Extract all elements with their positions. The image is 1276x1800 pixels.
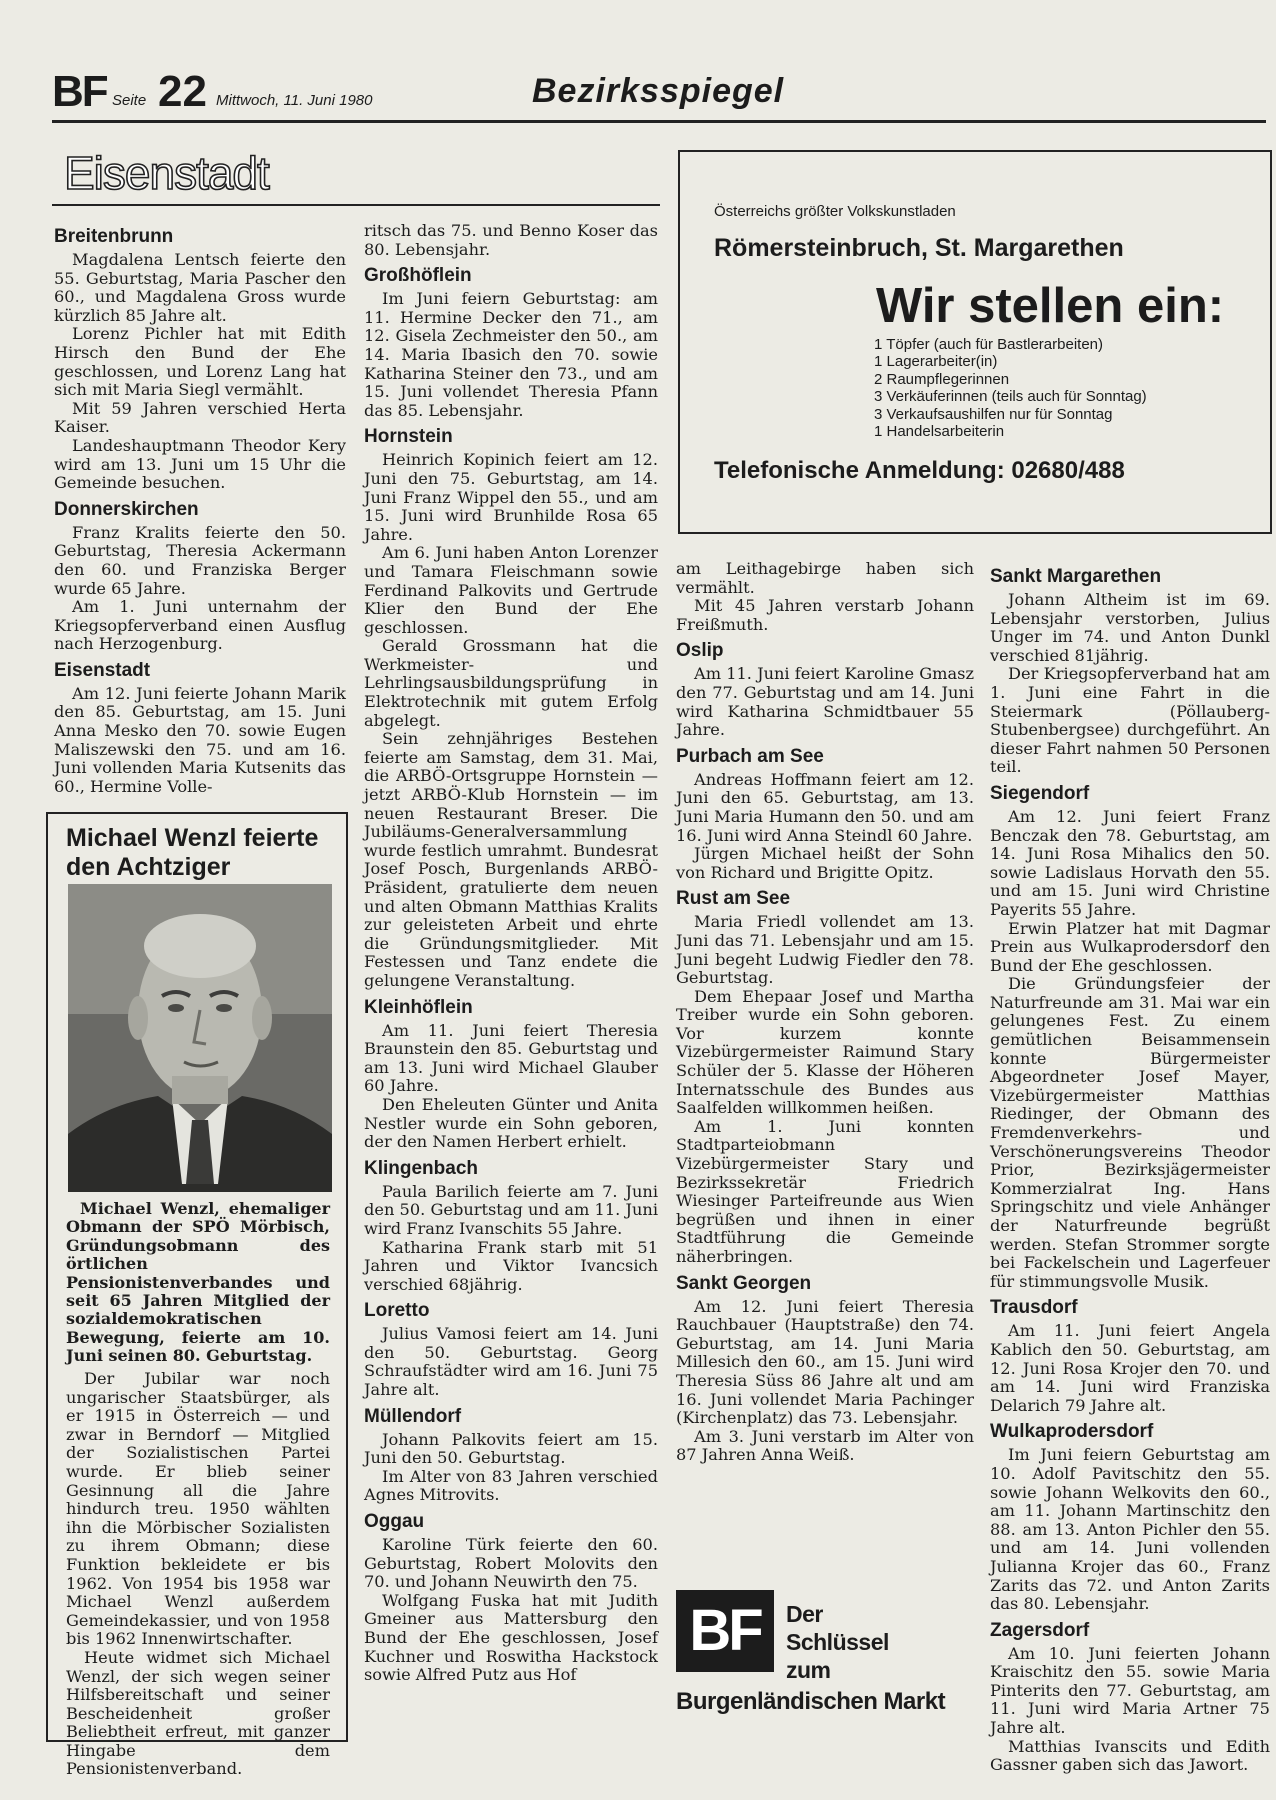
bf-ad-line: Schlüssel	[786, 1629, 889, 1655]
column-3	[676, 560, 974, 1465]
article-paragraph: Lorenz Pichler hat mit Edith Hirsch den Bund der Ehe geschlossen, und Lorenz Lang hat sich mit Maria Siegl vermählt.	[54, 324, 346, 400]
page-label: Seite	[112, 92, 147, 109]
article-paragraph: Im Juni feiern Geburtstag: am 11. Hermine Decker den 71., am 12. Gisela Zechmeister den 50., am 14. Maria Ibasich den 70. sowie Katharina Steiner den 73., und am 15. Juni vollendet Theresia Pfann das 85. Lebensjahr.	[364, 289, 658, 420]
heading-oslip: Oslip	[676, 640, 724, 662]
article-paragraph: Heute widmet sich Michael Wenzl, der sich wegen seiner Hilfsbereitschaft und seiner Bescheidenheit großer Beliebtheit erfreut, mit ganzer Hingabe dem Pensionistenverband.	[66, 1647, 330, 1779]
article-paragraph: Johann Altheim ist im 69. Lebensjahr verstorben, Julius Unger im 74. und Anton Dunkl verschied 81jährig.	[990, 590, 1270, 665]
section-title: Bezirksspiegel	[532, 72, 785, 110]
article-paragraph: Erwin Platzer hat mit Dagmar Prein aus Wulkaprodersdorf den Bund der Ehe geschlossen.	[990, 918, 1270, 975]
bf-ad-line: zum	[786, 1657, 831, 1683]
ad-phone: Telefonische Anmeldung: 02680/488	[714, 457, 1125, 484]
article-paragraph: Am 3. Juni verstarb im Alter von 87 Jahren Anna Weiß.	[676, 1426, 974, 1465]
article-paragraph: Der Kriegsopferverband hat am 1. Juni eine Fahrt in die Steiermark (Pöllauberg-Stubenbergsee) durchgeführt. An dieser Fahrt nahmen 50 Personen teil.	[990, 664, 1270, 777]
article-paragraph: Den Eheleuten Günter und Anita Nestler wurde ein Sohn geboren, der den Namen Herbert erhielt.	[364, 1094, 658, 1152]
bf-ad-logo: BF	[676, 1590, 774, 1672]
article-paragraph: Am 12. Juni feiert Theresia Rauchbauer (Hauptstraße) den 74. Geburtstag, am 14. Juni Maria Millesich den 60., am 15. Juni wird Theresia Süss 86 Jahre alt und am 16. Juni vollendet Maria Pachinger (Kirchenplatz) das 73. Lebensjahr.	[676, 1296, 974, 1428]
ad-job-item: 2 Raumpflegerinnen	[874, 370, 1010, 388]
portrait-photo	[68, 884, 332, 1192]
ad-job-item: 3 Verkaufsaushilfen nur für Sonntag	[874, 405, 1113, 423]
heading-oggau: Oggau	[364, 1511, 425, 1533]
article-paragraph: Am 1. Juni unternahm der Kriegsopferverband einen Ausflug nach Herzogenburg.	[54, 597, 346, 654]
article-paragraph: Gerald Grossmann hat die Werkmeister- und Lehrlingsausbildungsprüfung in Elektrotechnik mit gutem Erfolg abgelegt.	[364, 636, 658, 730]
heading-eisenstadt: Eisenstadt	[54, 659, 151, 681]
heading-sankt-georgen: Sankt Georgen	[676, 1272, 812, 1294]
article-paragraph: Im Juni feiern Geburtstag am 10. Adolf Pavitschitz den 55. sowie Johann Welkovits den 60., am 11. Johann Martinschitz den 88. am 13. Anton Pichler den 55. und am 14. Juni vollenden Julianna Krojer das 60., Franz Zarits das 72. und Anton Zarits das 80. Lebensjahr.	[990, 1445, 1270, 1614]
heading-klingenbach: Klingenbach	[364, 1157, 479, 1179]
column-1	[54, 220, 346, 796]
article-paragraph: Paula Barilich feierte am 7. Juni den 50. Geburtstag und am 11. Juni wird Franz Ivanschits 55 Jahre.	[364, 1181, 658, 1238]
ad-job-item: 1 Lagerarbeiter(in)	[874, 353, 998, 371]
heading-breitenbrunn: Breitenbrunn	[54, 226, 174, 247]
bf-ad-slogan	[786, 1600, 889, 1684]
article-paragraph: Am 1. Juni konnten Stadtparteiobmann Vizebürgermeister Stary und Bezirkssekretär Friedrich Wiesinger Parteifreunde aus Wien begrüßen und ihnen in einer Stadtführung die Gemeinde näherbringen.	[676, 1116, 974, 1266]
heading-sankt-margarethen: Sankt Margarethen	[990, 566, 1162, 587]
article-paragraph: Johann Palkovits feiert am 15. Juni den 50. Geburtstag.	[364, 1429, 658, 1468]
bf-ad-line: Der	[786, 1601, 823, 1627]
city-title: Eisenstadt	[64, 147, 269, 199]
article-paragraph: am Leithagebirge haben sich vermählt.	[676, 559, 974, 597]
masthead-rule	[52, 120, 1266, 123]
ad-headline: Wir stellen ein:	[876, 279, 1225, 333]
article-paragraph: Dem Ehepaar Josef und Martha Treiber wurde ein Sohn geboren. Vor kurzem konnte Vizebürgermeister Raimund Stary Schüler der 5. Klasse der Höheren Internatsschule des Bundes aus Saalfelden willkommen heißen.	[676, 986, 974, 1118]
heading-trausdorf: Trausdorf	[990, 1297, 1078, 1319]
heading-wulkaprodersdorf: Wulkaprodersdorf	[990, 1421, 1154, 1443]
article-paragraph: Mit 45 Jahren verstarb Johann Freißmuth.	[676, 596, 974, 634]
city-title-rule	[52, 204, 660, 206]
ad-job-list	[874, 336, 1147, 440]
heading-kleinhoeflein: Kleinhöflein	[364, 996, 473, 1018]
heading-rust: Rust am See	[676, 888, 791, 910]
wenzl-caption: Michael Wenzl, ehemaliger Obmann der SPÖ Mörbisch, Gründungsobmann des örtlichen Pensionistenverbandes und seit 65 Jahren Mitglied der sozialdemokratischen Bewegung, feierte am 10. Juni seinen 80. Geburtstag.	[66, 1199, 330, 1366]
heading-siegendorf: Siegendorf	[990, 782, 1090, 804]
wenzl-headline: Michael Wenzl feierte den Achtziger	[66, 824, 319, 881]
article-paragraph: Am 11. Juni feiert Theresia Braunstein den 85. Geburtstag und am 13. Juni wird Michael Glauber 60 Jahre.	[364, 1020, 658, 1096]
heading-purbach: Purbach am See	[676, 745, 824, 767]
issue-date: Mittwoch, 11. Juni 1980	[216, 92, 373, 109]
ad-shop-name: Österreichs größter Volkskunstladen	[714, 203, 956, 220]
ad-job-item: 1 Handelsarbeiterin	[874, 423, 1005, 441]
column-2	[364, 222, 658, 1685]
article-paragraph: Maria Friedl vollendet am 13. Juni das 71. Lebensjahr und am 15. Juni begeht Ludwig Fiedler den 78. Geburtstag.	[676, 912, 974, 988]
bf-ad-line: Burgenländischen Markt	[676, 1688, 946, 1715]
newspaper-logo: BF	[52, 67, 107, 116]
ad-location: Römersteinbruch, St. Margarethen	[714, 234, 1124, 262]
article-paragraph: Im Alter von 83 Jahren verschied Agnes Mitrovits.	[364, 1466, 658, 1505]
heading-grosshoeflein: Großhöflein	[364, 265, 472, 287]
ad-job-item: 3 Verkäuferinnen (teils auch für Sonntag)	[874, 388, 1147, 406]
heading-hornstein: Hornstein	[364, 426, 453, 448]
article-paragraph: Am 6. Juni haben Anton Lorenzer und Tamara Fleischmann sowie Ferdinand Palkovits und Gertrude Klier den Bund der Ehe geschlossen.	[364, 543, 658, 637]
heading-muellendorf: Müllendorf	[364, 1405, 462, 1427]
article-paragraph: Mit 59 Jahren verschied Herta Kaiser.	[54, 398, 346, 437]
article-paragraph: Andreas Hoffmann feiert am 12. Juni den 65. Geburtstag, am 13. Juni Maria Humann den 50. und am 16. Juni wird Anna Steindl 60 Jahre.	[676, 769, 974, 845]
article-paragraph: Matthias Ivanscits und Edith Gassner gaben sich das Jawort.	[990, 1736, 1270, 1775]
article-paragraph: Heinrich Kopinich feiert am 12. Juni den 75. Geburtstag, am 14. Juni Franz Wippel den 55., und am 15. Juni wird Brunhilde Rosa 65 Jahre.	[364, 450, 658, 544]
wenzl-body	[66, 1370, 330, 1779]
article-paragraph: Landeshauptmann Theodor Kery wird am 13. Juni um 15 Uhr die Gemeinde besuchen.	[54, 435, 346, 493]
article-paragraph: Die Gründungsfeier der Naturfreunde am 31. Mai war ein gelungenes Fest. Zu einem gemütlichen Beisammensein konnte Bürgermeister Abgeordneter Josef Mayer, Vizebürgermeister Matthias Riedinger, der Obmann des Fremdenverkehrs- und Verschönerungsvereins Theodor Prior, Bezirksjägermeister Kommerzialrat Ing. Hans Springschitz und viele Anhänger der Naturfreunde begrüßt werden. Stefan Strommer sorgte bei Fackelschein und Lagerfeuer für stimmungsvolle Musik.	[990, 974, 1270, 1291]
article-paragraph: Wolfgang Fuska hat mit Judith Gmeiner aus Mattersburg den Bund der Ehe geschlossen, Josef Kuchner und Roswitha Hackstock sowie Alfred Putz aus Hof	[364, 1590, 658, 1685]
article-paragraph: Am 12. Juni feiert Franz Benczak den 78. Geburtstag, am 14. Juni Rosa Mihalics den 50. sowie Ladislaus Horvath den 55. und am 15. Juni wird Christine Payerits 55 Jahre.	[990, 806, 1270, 919]
heading-loretto: Loretto	[364, 1300, 430, 1322]
article-paragraph: ritsch das 75. und Benno Koser das 80. Lebensjahr.	[364, 221, 658, 259]
page-number: 22	[158, 67, 207, 116]
column-4	[990, 560, 1270, 1775]
article-paragraph: Am 12. Juni feierte Johann Marik den 85. Geburtstag, am 15. Juni Anna Mesko den 70. sowie Eugen Maliszewski den 75. und am 16. Juni vollenden Maria Kutsenits das 60., Hermine Volle-	[54, 683, 346, 796]
article-paragraph: Julius Vamosi feiert am 14. Juni den 50. Geburtstag. Georg Schraufstädter wird am 16. Juni 75 Jahre alt.	[364, 1324, 658, 1400]
article-paragraph: Katharina Frank starb mit 51 Jahren und Viktor Ivancsich verschied 68jährig.	[364, 1237, 658, 1294]
article-paragraph: Karoline Türk feierte den 60. Geburtstag, Robert Molovits den 70. und Johann Neuwirth den 75.	[364, 1535, 658, 1592]
heading-zagersdorf: Zagersdorf	[990, 1619, 1090, 1641]
article-paragraph: Jürgen Michael heißt der Sohn von Richard und Brigitte Opitz.	[676, 844, 974, 882]
article-paragraph: Am 10. Juni feierten Johann Kraischitz den 55. sowie Maria Pinterits den 77. Geburtstag, am 11. Juni wird Maria Artner 75 Jahre alt.	[990, 1643, 1270, 1738]
article-paragraph: Sein zehnjähriges Bestehen feierte am Samstag, dem 31. Mai, die ARBÖ-Ortsgruppe Hornstein — jetzt ARBÖ-Klub Hornstein — im neuen Restaurant Breser. Die Jubiläums-Generalversammlung wurde festlich umrahmt. Bundesrat Josef Posch, Burgenlands ARBÖ-Präsident, gratulierte dem neuen und alten Obmann Matthias Kralits zur geleisteten Arbeit und ehrte die Gründungsmitglieder. Mit Festessen und Tanz endete die gelungene Veranstaltung.	[364, 729, 658, 990]
ad-job-item: 1 Töpfer (auch für Bastlerarbeiten)	[874, 336, 1104, 353]
heading-donnerskirchen: Donnerskirchen	[54, 498, 199, 520]
article-paragraph: Franz Kralits feierte den 50. Geburtstag, Theresia Ackermann den 60. und Franziska Berger wurde 65 Jahre.	[54, 522, 346, 598]
article-paragraph: Am 11. Juni feiert Karoline Gmasz den 77. Geburtstag und am 14. Juni wird Katharina Schmidtbauer 55 Jahre.	[676, 664, 974, 740]
article-paragraph: Der Jubilar war noch ungarischer Staatsbürger, als er 1915 in Österreich — und zwar in Berndorf — Mitglied der Sozialistischen Partei wurde. Er blieb seiner Gesinnung all die Jahre hindurch treu. 1950 wählten ihn die Mörbischer Sozialisten zu ihrem Obmann; diese Funktion bekleidete er bis 1962. Von 1954 bis 1958 war Michael Wenzl außerdem Gemeindekassier, und von 1958 bis 1962 Innenwirtschafter.	[66, 1369, 330, 1649]
article-paragraph: Magdalena Lentsch feierte den 55. Geburtstag, Maria Pascher den 60., und Magdalena Gross wurde kürzlich 85 Jahre alt.	[54, 250, 346, 325]
article-paragraph: Am 11. Juni feiert Angela Kablich den 50. Geburtstag, am 12. Juni Rosa Krojer den 70. und am 14. Juni wird Franziska Delarich 79 Jahre alt.	[990, 1321, 1270, 1415]
